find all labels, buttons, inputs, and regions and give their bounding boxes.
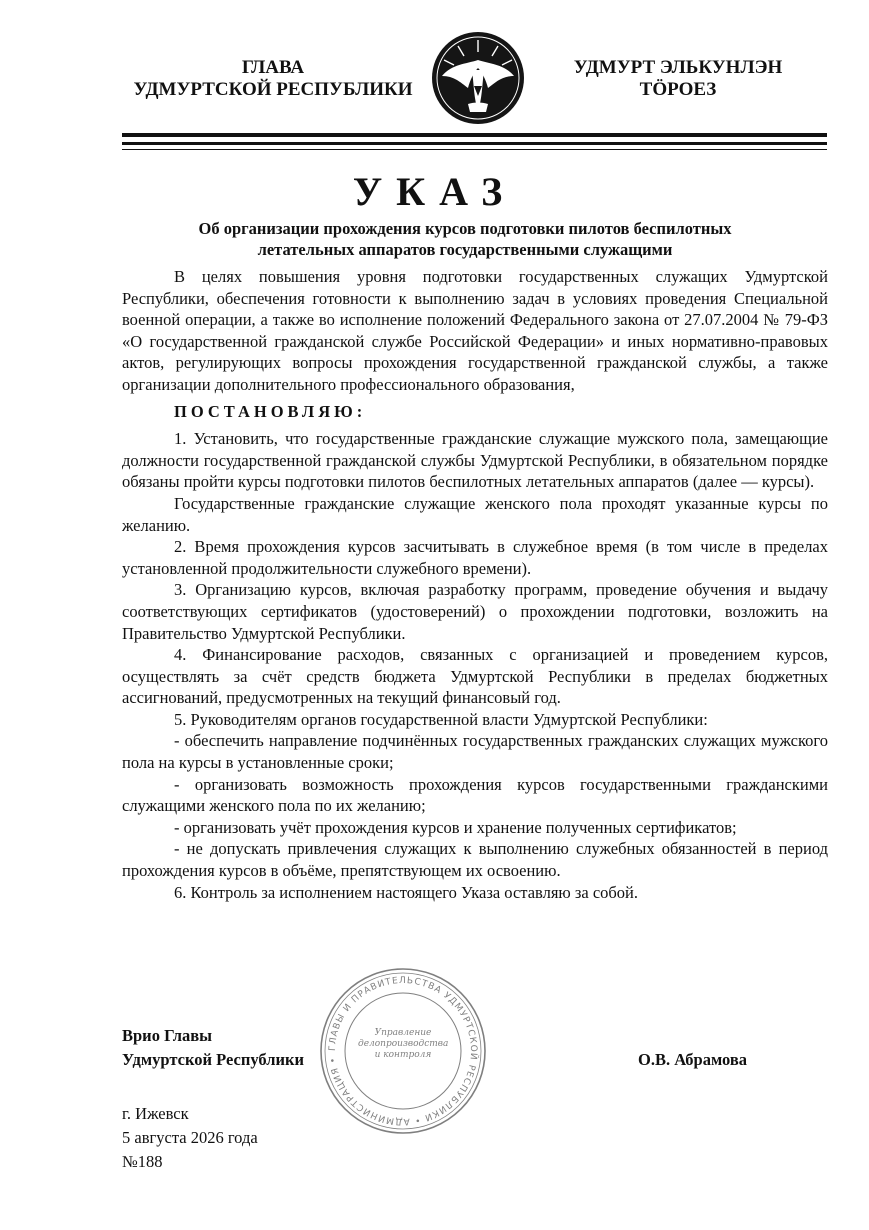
paragraph-3: 3. Организацию курсов, включая разработку программ, проведение обучения и выдачу соответствующих сертификатов (удостоверений) о прохождении подготовки, возложить на Правительство Удмуртской Республики. [122, 580, 828, 643]
paragraph-1-note: Государственные гражданские служащие женского пола проходят указанные курсы по желанию. [122, 493, 828, 535]
header-left [118, 57, 428, 101]
paragraph-1: 1. Установить, что государственные гражданские служащие мужского пола, замещающие должности государственной гражданской службы Удмуртской Республики, в обязательном порядке обязаны пройти курсы подготовки пилотов беспилотных летательных аппаратов (далее — курсы). [122, 429, 828, 492]
paragraph-5-item-1: - обеспечить направление подчинённых государственных гражданских служащих мужского пола на курсы в установленные сроки; [122, 731, 828, 773]
issue-place: г. Ижевск [122, 1104, 189, 1123]
header-rule-medium [122, 142, 827, 145]
document-body [122, 266, 828, 903]
signatory-name: О.В. Абрамова [638, 1050, 747, 1069]
stamp-ring-text: ГЛАВЫ И ПРАВИТЕЛЬСТВА УДМУРТСКОЙ РЕСПУБЛИКИ • АДМИНИСТРАЦИЯ • [327, 975, 479, 1127]
issue-date: 5 августа 2026 года [122, 1128, 258, 1147]
subject-line-1: Об организации прохождения курсов подготовки пилотов беспилотных [198, 219, 732, 238]
paragraph-2: 2. Время прохождения курсов засчитывать в служебное время (в том числе в пределах установленной продолжительности служебного времени). [122, 537, 828, 578]
document-title: УКАЗ [352, 169, 517, 214]
signature-position-line1: Врио Главы [122, 1026, 213, 1045]
header-right [548, 57, 808, 101]
decree-word: ПОСТАНОВЛЯЮ: [174, 401, 367, 421]
paragraph-5-item-2: - организовать возможность прохождения курсов государственными гражданскими служащими женского пола по их желанию; [122, 774, 828, 816]
header-left-line1: ГЛАВА [241, 57, 305, 78]
paragraph-5: 5. Руководителям органов государственной власти Удмуртской Республики: [174, 709, 708, 729]
stamp-center-text: Управление делопроизводства и контроля [358, 1028, 448, 1060]
paragraph-4: 4. Финансирование расходов, связанных с организацией и проведением курсов, осуществлять за счёт средств бюджета Удмуртской Республики в пределах бюджетных ассигнований, предусмотренных на текущий финансовый год. [122, 645, 828, 708]
header-right-line2: ТӦРОЕЗ [639, 79, 717, 100]
subject-line-2: летательных аппаратов государственными служащими [257, 240, 673, 259]
decree-number: №188 [122, 1152, 163, 1171]
document-subject [140, 218, 790, 260]
paragraph-5-item-4: - не допускать привлечения служащих к выполнению служебных обязанностей в период прохождения курсов в объёме, препятствующем их освоению. [122, 839, 828, 881]
issue-details [122, 1102, 258, 1174]
signature-block [122, 1024, 304, 1072]
paragraph-5-item-3: - организовать учёт прохождения курсов и хранение полученных сертификатов; [174, 817, 737, 837]
header-right-line1: УДМУРТ ЭЛЬКУНЛЭН [573, 57, 783, 78]
official-stamp [318, 966, 488, 1136]
coat-of-arms-icon [430, 30, 526, 126]
paragraph-6: 6. Контроль за исполнением настоящего Указа оставляю за собой. [174, 882, 639, 902]
header-left-line2: УДМУРТСКОЙ РЕСПУБЛИКИ [133, 79, 413, 100]
preamble-paragraph: В целях повышения уровня подготовки государственных служащих Удмуртской Республики, обеспечения готовности к выполнению задач в условиях проведения Специальной военной операции, а также во исполнение положений Федерального закона от 27.07.2004 № 79-ФЗ «О государственной гражданской службе Российской Федерации» и иных нормативно-правовых актов, регулирующих вопросы прохождения государственной гражданской службы, а также организации дополнительного профессионального образования, [122, 267, 828, 394]
header-rule-thin [122, 149, 827, 150]
header-rule-thick [122, 133, 827, 137]
signature-position-line2: Удмуртской Республики [122, 1050, 304, 1069]
